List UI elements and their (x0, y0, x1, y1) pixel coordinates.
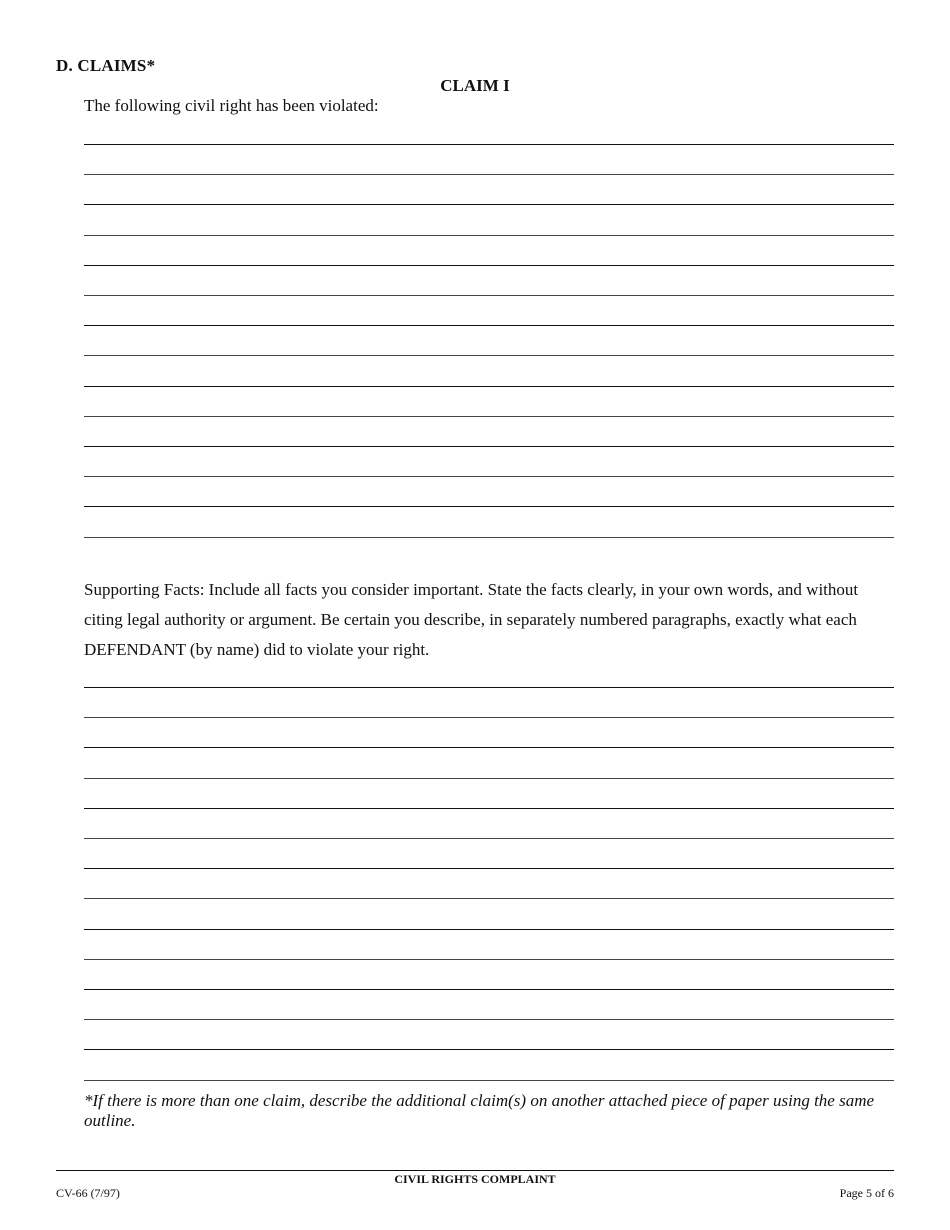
writing-line[interactable] (84, 386, 894, 387)
writing-line[interactable] (84, 295, 894, 296)
writing-line[interactable] (84, 235, 894, 236)
writing-line[interactable] (84, 989, 894, 990)
writing-line[interactable] (84, 355, 894, 356)
writing-line[interactable] (84, 1080, 894, 1081)
writing-line[interactable] (84, 717, 894, 718)
writing-line[interactable] (84, 204, 894, 205)
violated-right-label: The following civil right has been violated: (84, 96, 379, 115)
writing-line[interactable] (84, 325, 894, 326)
writing-line[interactable] (84, 959, 894, 960)
writing-line[interactable] (84, 868, 894, 869)
writing-line[interactable] (84, 687, 894, 688)
footer-divider (56, 1170, 894, 1171)
writing-line[interactable] (84, 1049, 894, 1050)
writing-line[interactable] (84, 265, 894, 266)
page-number: Page 5 of 6 (839, 1186, 894, 1200)
writing-line[interactable] (84, 747, 894, 748)
writing-line[interactable] (84, 416, 894, 417)
writing-line[interactable] (84, 808, 894, 809)
footer-title: CIVIL RIGHTS COMPLAINT (394, 1172, 556, 1186)
writing-line[interactable] (84, 144, 894, 145)
claim-title: CLAIM I (440, 76, 510, 95)
writing-line[interactable] (84, 174, 894, 175)
section-heading: D. CLAIMS* (56, 56, 156, 75)
writing-line[interactable] (84, 838, 894, 839)
writing-line[interactable] (84, 898, 894, 899)
writing-line[interactable] (84, 929, 894, 930)
writing-line[interactable] (84, 537, 894, 538)
writing-line[interactable] (84, 1019, 894, 1020)
supporting-facts-instructions: Supporting Facts: Include all facts you consider important. State the facts clearly, in your own words, and without citing legal authority or argument. Be certain you describe, in separately numbered paragraphs, exactly what each DEFENDANT (by name) did to violate your right. (84, 580, 859, 659)
writing-line[interactable] (84, 778, 894, 779)
writing-line[interactable] (84, 506, 894, 507)
writing-line[interactable] (84, 446, 894, 447)
writing-line[interactable] (84, 476, 894, 477)
additional-claims-footnote: *If there is more than one claim, describe the additional claim(s) on another attached piece of paper using the same outline. (84, 1091, 875, 1130)
form-number: CV-66 (7/97) (56, 1186, 120, 1200)
